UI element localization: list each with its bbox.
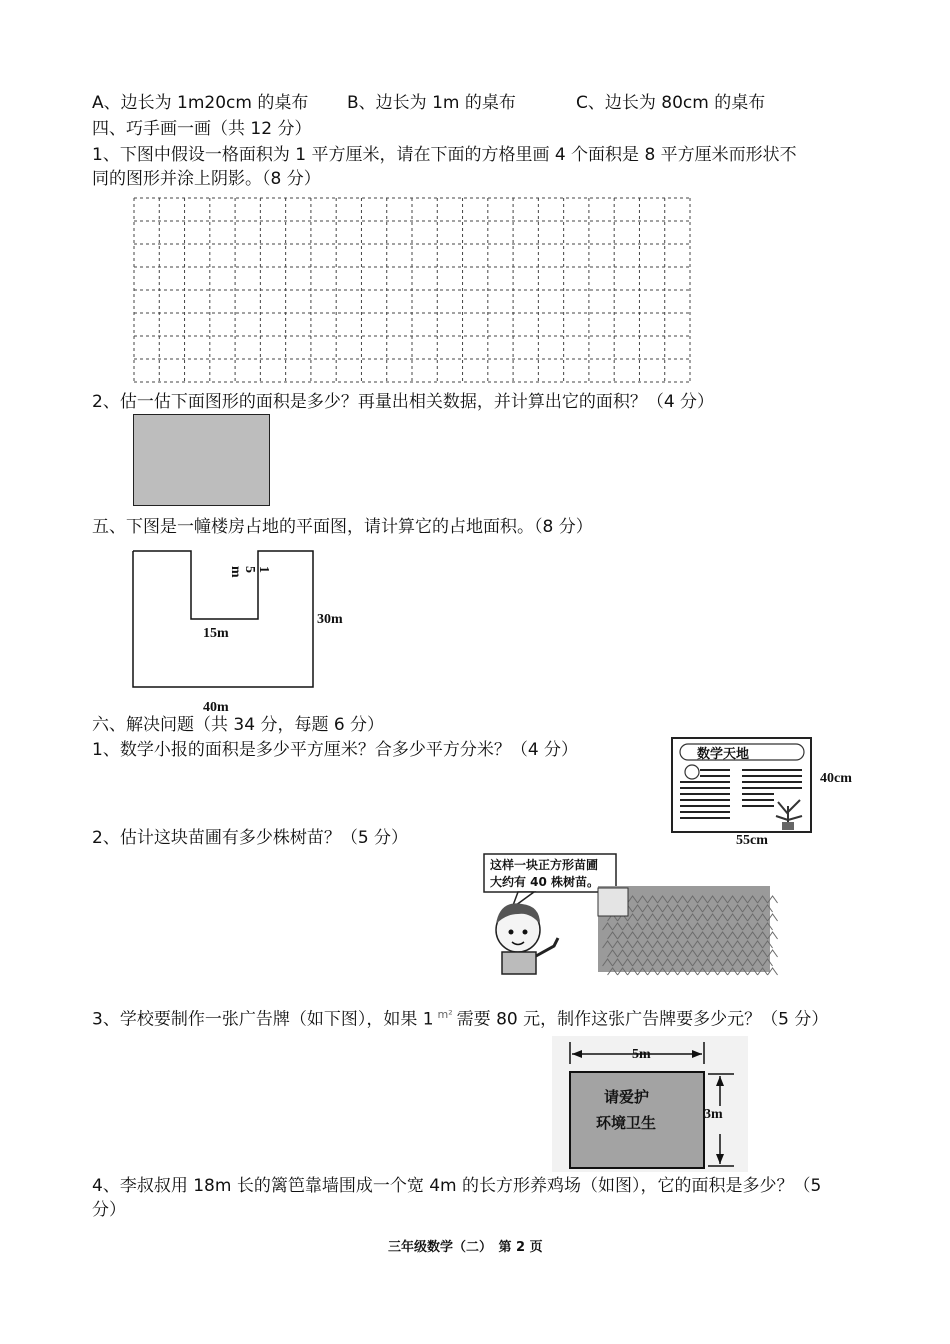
q3-unit: m² bbox=[437, 1008, 453, 1021]
dotted-grid bbox=[133, 197, 693, 385]
newspaper-width-label: 55cm bbox=[736, 833, 768, 844]
section4-q1-line2: 同的图形并涂上阴影。（8 分） bbox=[92, 169, 321, 189]
dimension-30m: 30m bbox=[317, 612, 343, 627]
q3-text-part1: 3、学校要制作一张广告牌（如下图），如果 1 bbox=[92, 1009, 434, 1030]
dimension-40m: 40m bbox=[203, 700, 229, 715]
section6-q4-line1: 4、李叔叔用 18m 长的篱笆靠墙围成一个宽 4m 的长方形养鸡场（如图），它的面积是多少？（5 bbox=[92, 1176, 822, 1196]
dimension-15m-vertical: 15m bbox=[228, 566, 271, 578]
section6-heading: 六、解决问题（共 34 分，每题 6 分） bbox=[92, 715, 385, 735]
section5-heading: 五、下图是一幢楼房占地的平面图，请计算它的占地面积。（8 分） bbox=[92, 517, 593, 537]
section4-q2: 2、估一估下面图形的面积是多少？再量出相关数据，并计算出它的面积？（4 分） bbox=[92, 392, 715, 412]
section6-q3 bbox=[92, 1004, 828, 1031]
option-b: B、边长为 1m 的桌布 bbox=[347, 93, 516, 113]
section4-q1-line1: 1、下图中假设一格面积为 1 平方厘米，请在下面的方格里画 4 个面积是 8 平方厘米而形状不 bbox=[92, 145, 797, 165]
section6-q4-line2: 分） bbox=[92, 1200, 126, 1220]
grey-rectangle bbox=[133, 414, 270, 506]
section6-q1: 1、数学小报的面积是多少平方厘米？合多少平方分米？（4 分） bbox=[92, 740, 579, 760]
page-footer: 三年级数学（二） 第 2 页 bbox=[388, 1240, 543, 1255]
newspaper-height-label: 40cm bbox=[820, 771, 852, 786]
billboard-width-label: 5m bbox=[632, 1047, 651, 1062]
billboard-height-label: 3m bbox=[704, 1107, 723, 1122]
billboard-text-line1: 请爱护 bbox=[604, 1088, 650, 1106]
section4-heading: 四、巧手画一画（共 12 分） bbox=[92, 119, 312, 139]
section6-q2: 2、估计这块苗圃有多少株树苗？（5 分） bbox=[92, 828, 409, 848]
option-c: C、边长为 80cm 的桌布 bbox=[576, 93, 766, 113]
option-a: A、边长为 1m20cm 的桌布 bbox=[92, 93, 309, 113]
dimension-15m-inner: 15m bbox=[203, 626, 229, 641]
newspaper-title: 数学天地 bbox=[697, 747, 750, 762]
billboard-text-line2: 环境卫生 bbox=[596, 1114, 657, 1132]
speech-bubble-line1: 这样一块正方形苗圃 bbox=[490, 858, 599, 872]
speech-bubble-line2: 大约有 40 株树苗。 bbox=[490, 875, 600, 889]
q3-text-part2: 需要 80 元，制作这张广告牌要多少元？（5 分） bbox=[456, 1009, 829, 1030]
